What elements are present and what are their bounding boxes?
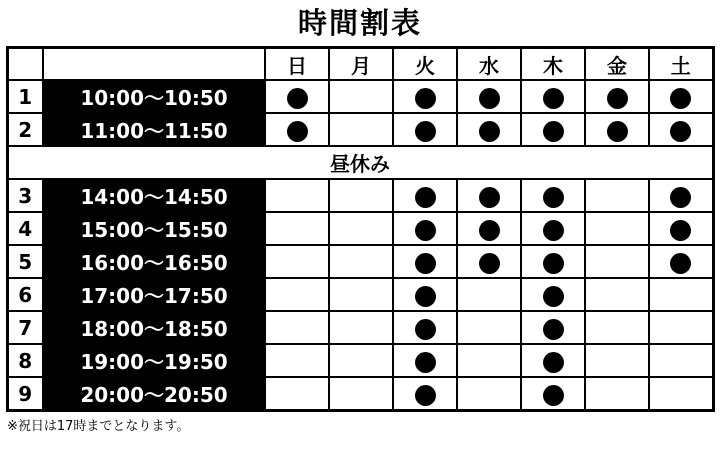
filled-circle-icon bbox=[479, 187, 500, 208]
class-available-cell bbox=[649, 113, 713, 146]
class-empty-cell bbox=[585, 179, 649, 212]
period-number: 6 bbox=[7, 278, 43, 311]
class-available-cell bbox=[649, 80, 713, 113]
class-available-cell bbox=[393, 311, 457, 344]
filled-circle-icon bbox=[415, 121, 436, 142]
class-empty-cell bbox=[329, 344, 393, 377]
class-empty-cell bbox=[329, 179, 393, 212]
period-number: 9 bbox=[7, 377, 43, 410]
class-available-cell bbox=[457, 212, 521, 245]
header-day-wed: 水 bbox=[457, 47, 521, 80]
class-empty-cell bbox=[585, 212, 649, 245]
table-row bbox=[7, 344, 713, 377]
period-time: 18:00〜18:50 bbox=[43, 311, 265, 344]
table-row bbox=[7, 245, 713, 278]
header-time bbox=[43, 47, 265, 80]
filled-circle-icon bbox=[415, 187, 436, 208]
class-available-cell bbox=[393, 80, 457, 113]
class-empty-cell bbox=[649, 311, 713, 344]
class-empty-cell bbox=[329, 212, 393, 245]
table-header-row bbox=[7, 47, 713, 80]
class-available-cell bbox=[585, 113, 649, 146]
class-available-cell bbox=[457, 179, 521, 212]
lunch-break-label: 昼休み bbox=[7, 146, 713, 179]
class-empty-cell bbox=[329, 311, 393, 344]
filled-circle-icon bbox=[479, 253, 500, 274]
filled-circle-icon bbox=[670, 253, 691, 274]
table-row bbox=[7, 80, 713, 113]
class-available-cell bbox=[521, 377, 585, 410]
class-empty-cell bbox=[649, 377, 713, 410]
period-number: 5 bbox=[7, 245, 43, 278]
lunch-break-row bbox=[7, 146, 713, 179]
filled-circle-icon bbox=[415, 385, 436, 406]
class-empty-cell bbox=[649, 278, 713, 311]
class-available-cell bbox=[649, 212, 713, 245]
class-empty-cell bbox=[329, 113, 393, 146]
class-available-cell bbox=[393, 245, 457, 278]
filled-circle-icon bbox=[543, 88, 564, 109]
class-empty-cell bbox=[585, 377, 649, 410]
class-available-cell bbox=[393, 377, 457, 410]
period-time: 17:00〜17:50 bbox=[43, 278, 265, 311]
filled-circle-icon bbox=[607, 121, 628, 142]
class-empty-cell bbox=[265, 212, 329, 245]
filled-circle-icon bbox=[415, 88, 436, 109]
filled-circle-icon bbox=[415, 319, 436, 340]
class-available-cell bbox=[521, 113, 585, 146]
table-row bbox=[7, 113, 713, 146]
period-number: 2 bbox=[7, 113, 43, 146]
filled-circle-icon bbox=[543, 286, 564, 307]
class-empty-cell bbox=[457, 377, 521, 410]
class-available-cell bbox=[521, 311, 585, 344]
class-empty-cell bbox=[329, 278, 393, 311]
table-row bbox=[7, 179, 713, 212]
class-empty-cell bbox=[265, 278, 329, 311]
filled-circle-icon bbox=[415, 253, 436, 274]
class-available-cell bbox=[521, 80, 585, 113]
class-available-cell bbox=[265, 113, 329, 146]
timetable bbox=[6, 46, 715, 412]
class-available-cell bbox=[649, 245, 713, 278]
period-number: 4 bbox=[7, 212, 43, 245]
class-available-cell bbox=[393, 278, 457, 311]
class-empty-cell bbox=[265, 377, 329, 410]
table-row bbox=[7, 377, 713, 410]
filled-circle-icon bbox=[543, 187, 564, 208]
class-available-cell bbox=[265, 80, 329, 113]
class-available-cell bbox=[393, 344, 457, 377]
filled-circle-icon bbox=[415, 352, 436, 373]
table-body bbox=[7, 80, 713, 410]
filled-circle-icon bbox=[287, 121, 308, 142]
class-empty-cell bbox=[265, 311, 329, 344]
class-empty-cell bbox=[585, 245, 649, 278]
filled-circle-icon bbox=[479, 121, 500, 142]
period-number: 1 bbox=[7, 80, 43, 113]
period-time: 20:00〜20:50 bbox=[43, 377, 265, 410]
class-empty-cell bbox=[457, 278, 521, 311]
period-time: 11:00〜11:50 bbox=[43, 113, 265, 146]
period-time: 14:00〜14:50 bbox=[43, 179, 265, 212]
header-day-sun: 日 bbox=[265, 47, 329, 80]
period-time: 16:00〜16:50 bbox=[43, 245, 265, 278]
class-available-cell bbox=[649, 179, 713, 212]
class-available-cell bbox=[521, 245, 585, 278]
class-available-cell bbox=[393, 179, 457, 212]
class-empty-cell bbox=[457, 344, 521, 377]
filled-circle-icon bbox=[670, 187, 691, 208]
class-empty-cell bbox=[329, 245, 393, 278]
header-day-fri: 金 bbox=[585, 47, 649, 80]
filled-circle-icon bbox=[543, 352, 564, 373]
filled-circle-icon bbox=[415, 220, 436, 241]
header-day-thu: 木 bbox=[521, 47, 585, 80]
period-number: 7 bbox=[7, 311, 43, 344]
filled-circle-icon bbox=[670, 121, 691, 142]
table-row bbox=[7, 278, 713, 311]
class-available-cell bbox=[585, 80, 649, 113]
filled-circle-icon bbox=[479, 220, 500, 241]
class-available-cell bbox=[393, 212, 457, 245]
page-title: 時間割表 bbox=[297, 6, 422, 40]
class-available-cell bbox=[457, 245, 521, 278]
period-time: 10:00〜10:50 bbox=[43, 80, 265, 113]
class-available-cell bbox=[521, 344, 585, 377]
period-time: 19:00〜19:50 bbox=[43, 344, 265, 377]
filled-circle-icon bbox=[543, 121, 564, 142]
class-empty-cell bbox=[585, 344, 649, 377]
filled-circle-icon bbox=[287, 88, 308, 109]
class-empty-cell bbox=[329, 377, 393, 410]
class-available-cell bbox=[393, 113, 457, 146]
class-available-cell bbox=[521, 278, 585, 311]
filled-circle-icon bbox=[543, 220, 564, 241]
class-available-cell bbox=[521, 179, 585, 212]
class-empty-cell bbox=[265, 179, 329, 212]
filled-circle-icon bbox=[670, 88, 691, 109]
class-available-cell bbox=[521, 212, 585, 245]
header-day-mon: 月 bbox=[329, 47, 393, 80]
class-empty-cell bbox=[585, 278, 649, 311]
filled-circle-icon bbox=[543, 253, 564, 274]
table-row bbox=[7, 212, 713, 245]
filled-circle-icon bbox=[479, 88, 500, 109]
class-empty-cell bbox=[265, 245, 329, 278]
class-empty-cell bbox=[649, 344, 713, 377]
class-empty-cell bbox=[329, 80, 393, 113]
class-empty-cell bbox=[457, 311, 521, 344]
footnote: ※祝日は17時までとなります。 bbox=[7, 418, 190, 434]
header-day-tue: 火 bbox=[393, 47, 457, 80]
header-day-sat: 土 bbox=[649, 47, 713, 80]
period-time: 15:00〜15:50 bbox=[43, 212, 265, 245]
period-number: 3 bbox=[7, 179, 43, 212]
filled-circle-icon bbox=[670, 220, 691, 241]
header-period-number bbox=[7, 47, 43, 80]
period-number: 8 bbox=[7, 344, 43, 377]
filled-circle-icon bbox=[415, 286, 436, 307]
class-available-cell bbox=[457, 80, 521, 113]
class-empty-cell bbox=[265, 344, 329, 377]
table-row bbox=[7, 311, 713, 344]
filled-circle-icon bbox=[607, 88, 628, 109]
filled-circle-icon bbox=[543, 319, 564, 340]
class-available-cell bbox=[457, 113, 521, 146]
filled-circle-icon bbox=[543, 385, 564, 406]
class-empty-cell bbox=[585, 311, 649, 344]
